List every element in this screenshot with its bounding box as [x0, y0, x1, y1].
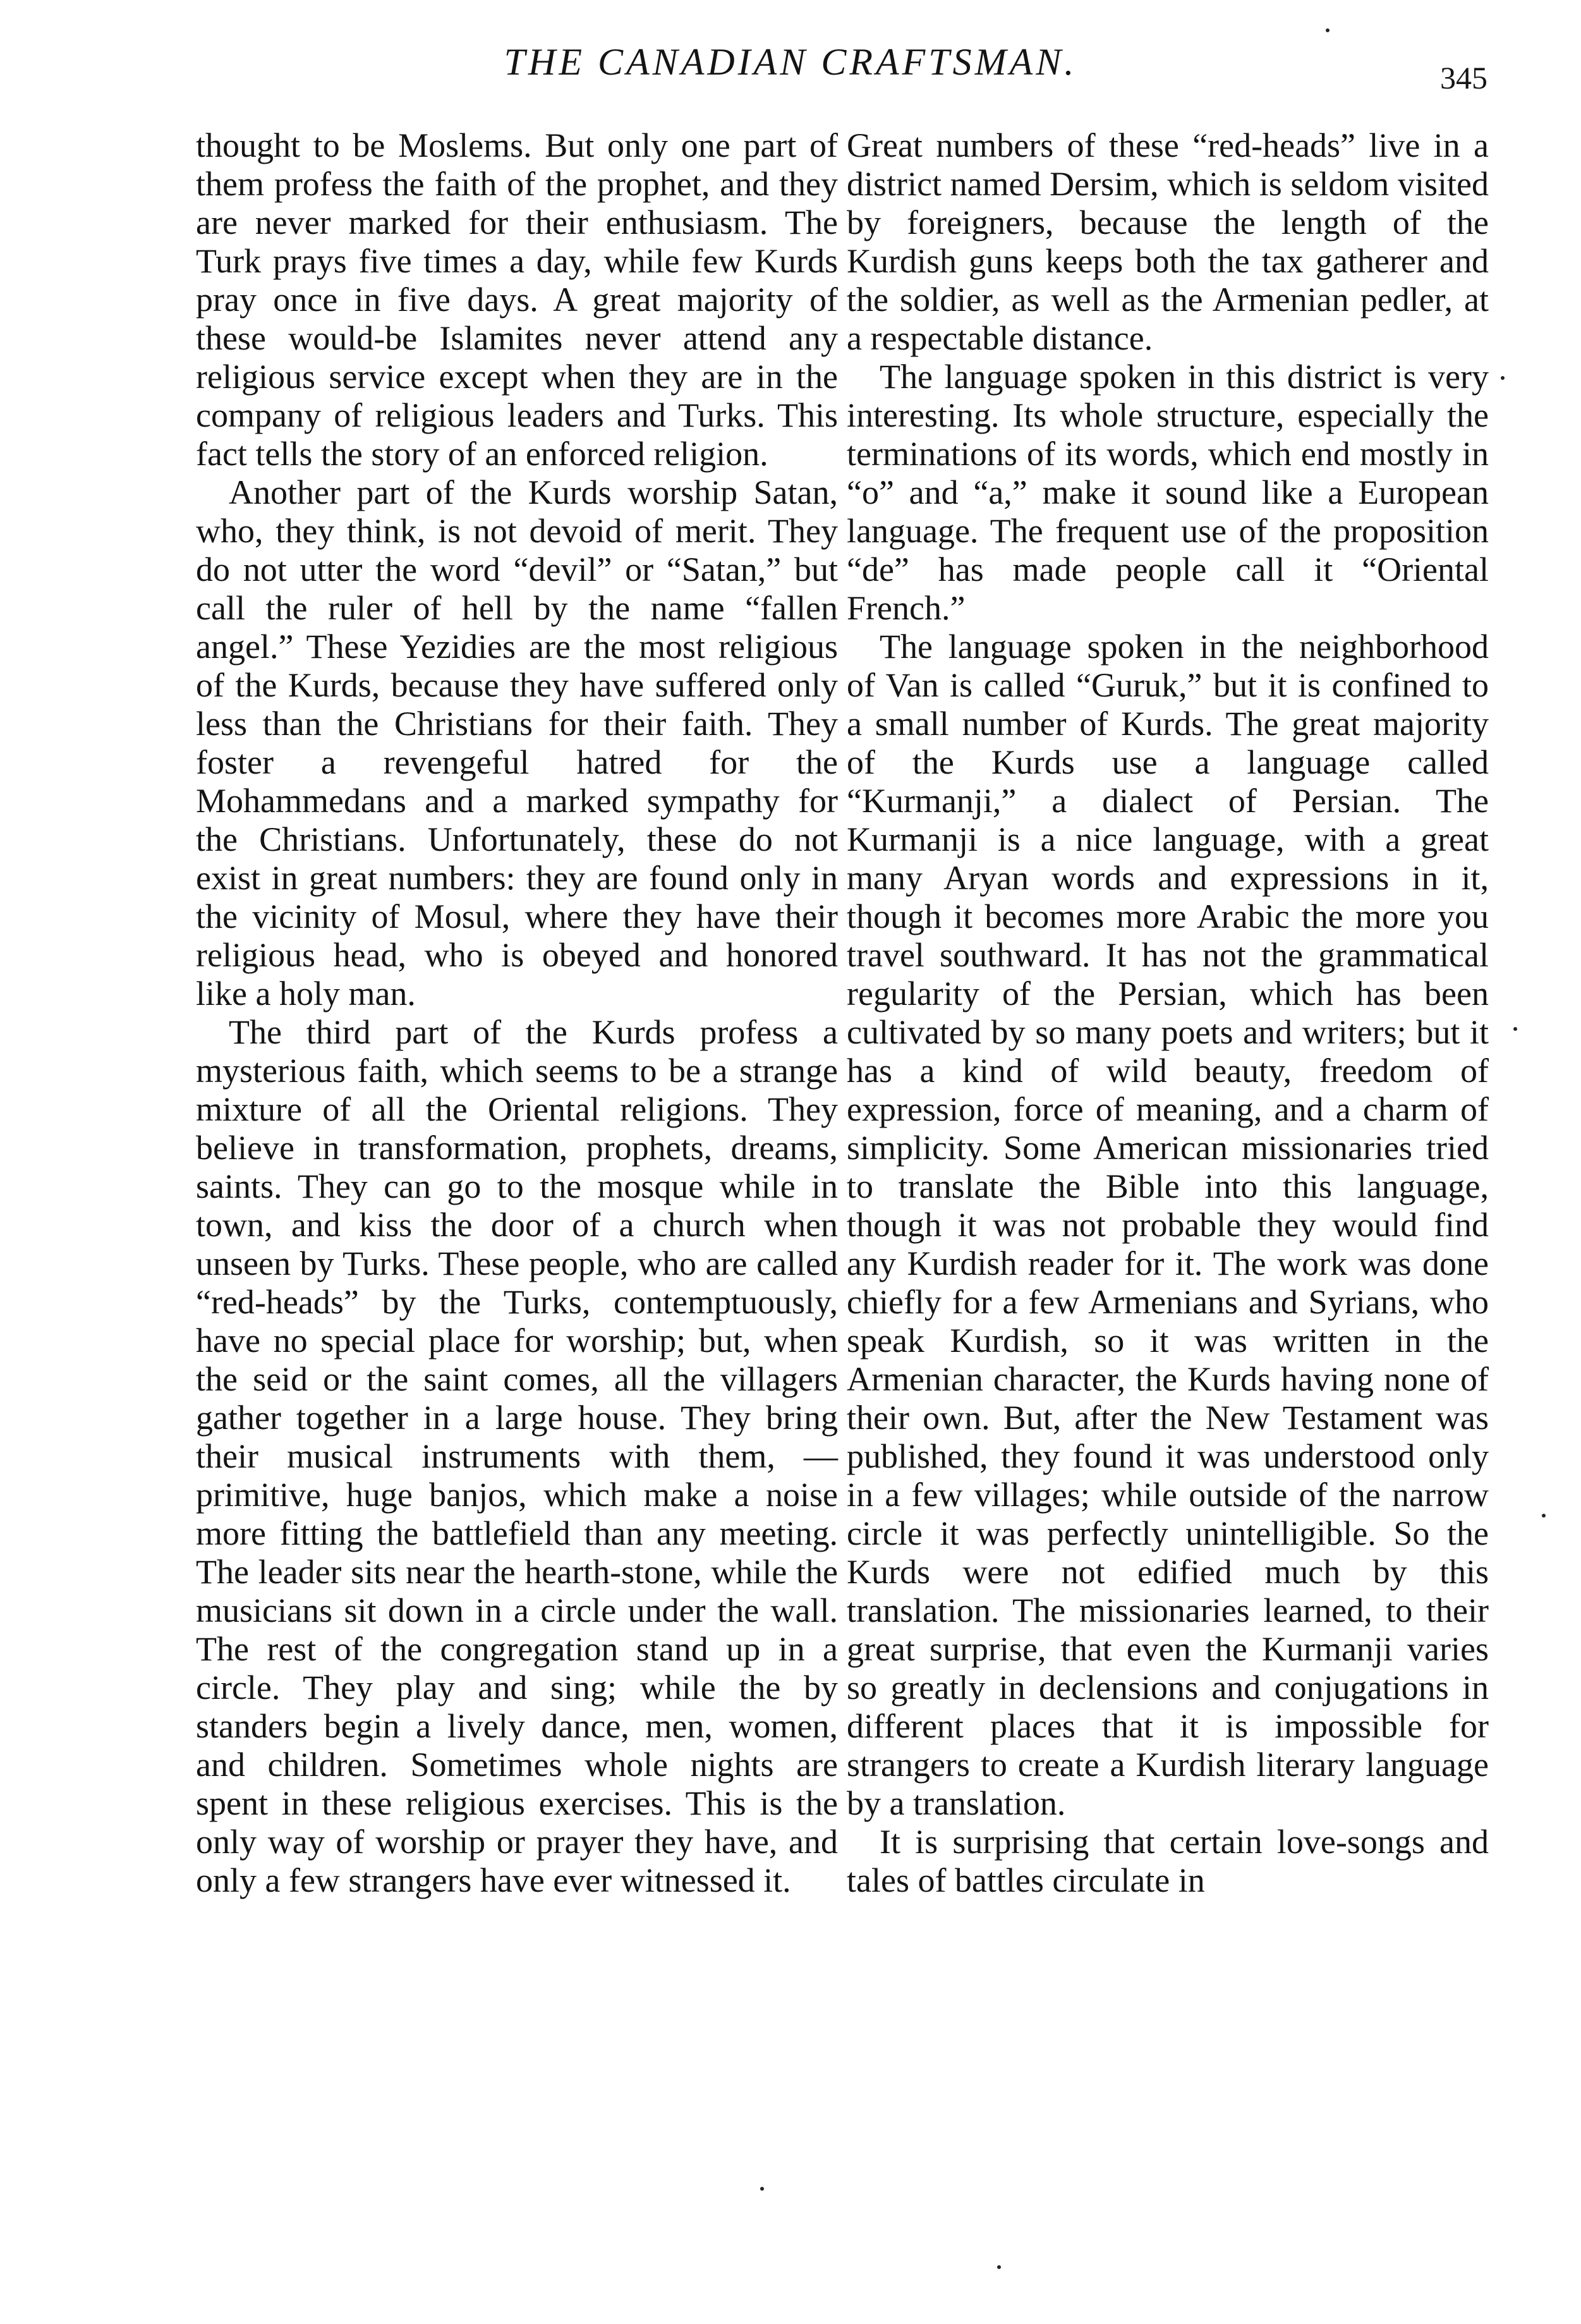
right-text-column	[847, 126, 1489, 1900]
page-number: 345	[1440, 60, 1487, 95]
paragraph: Another part of the Kurds worship Satan, who, they think, is not devoid of merit. They do not utter the word “devil” or “Satan,” but call the ruler of hell by the name “fallen angel.” These Yezidies are the most religious of the Kurds, because they have suffered only less than the Christians for their faith. They foster a revengeful hatred for the Mohammedans and a marked sympathy for the Christians. Unfortunately, these do not exist in great numbers: they are found only in the vicinity of Mosul, where they have their religious head, who is obeyed and honored like a holy man.	[196, 473, 838, 1013]
left-text-column	[196, 126, 838, 1900]
print-speck	[1513, 1027, 1517, 1031]
paragraph: It is surprising that certain love-songs and tales of battles circulate in	[847, 1823, 1489, 1899]
paragraph: Great numbers of these “red-heads” live in a district named Dersim, which is seldom visited by foreigners, because the length of the Kurdish guns keeps both the tax gatherer and the soldier, as well as the Armenian pedler, at a respectable distance.	[847, 126, 1489, 357]
print-speck	[997, 2265, 1001, 2269]
print-speck	[1542, 1514, 1546, 1518]
paragraph: The language spoken in this district is very interesting. Its whole structure, especially the terminations of its words, which end mostly in “o” and “a,” make it sound like a European language. The frequent use of the proposition “de” has made people call it “Oriental French.”	[847, 358, 1489, 627]
print-speck	[1326, 28, 1330, 32]
paragraph: thought to be Moslems. But only one part of them profess the faith of the prophet, and they are never marked for their enthusiasm. The Turk prays five times a day, while few Kurds pray once in five days. A great majority of these would-be Islamites never attend any religious service except when they are in the company of religious leaders and Turks. This fact tells the story of an enforced religion.	[196, 126, 838, 473]
running-header-title: THE CANADIAN CRAFTSMAN.	[504, 41, 1077, 83]
print-speck	[1501, 376, 1505, 380]
paragraph: The third part of the Kurds profess a mysterious faith, which seems to be a strange mixture of all the Oriental religions. They believe in transformation, prophets, dreams, saints. They can go to the mosque while in town, and kiss the door of a church when unseen by Turks. These people, who are called “red-heads” by the Turks, contemptuously, have no special place for worship; but, when the seid or the saint comes, all the villagers gather together in a large house. They bring their musical instruments with them, —primitive, huge banjos, which make a noise more fitting the battlefield than any meeting. The leader sits near the hearth-stone, while the musicians sit down in a circle under the wall. The rest of the congregation stand up in a circle. They play and sing; while the by standers begin a lively dance, men, women, and children. Sometimes whole nights are spent in these religious exercises. This is the only way of worship or prayer they have, and only a few strangers have ever witnessed it.	[196, 1013, 838, 1899]
print-speck	[760, 2187, 764, 2191]
paragraph: The language spoken in the neighborhood of Van is called “Guruk,” but it is confined to a small number of Kurds. The great majority of the Kurds use a language called “Kurmanji,” a dialect of Persian. The Kurmanji is a nice language, with a great many Aryan words and expressions in it, though it becomes more Arabic the more you travel southward. It has not the grammatical regularity of the Persian, which has been cultivated by so many poets and writers; but it has a kind of wild beauty, freedom of expression, force of meaning, and a charm of simplicity. Some American missionaries tried to translate the Bible into this language, though it was not probable they would find any Kurdish reader for it. The work was done chiefly for a few Armenians and Syrians, who speak Kurdish, so it was written in the Armenian character, the Kurds having none of their own. But, after the New Testament was published, they found it was understood only in a few villages; while outside of the narrow circle it was perfectly unintelligible. So the Kurds were not edified much by this translation. The missionaries learned, to their great surprise, that even the Kurmanji varies so greatly in declensions and conjugations in different places that it is impossible for strangers to create a Kurdish literary language by a translation.	[847, 628, 1489, 1822]
